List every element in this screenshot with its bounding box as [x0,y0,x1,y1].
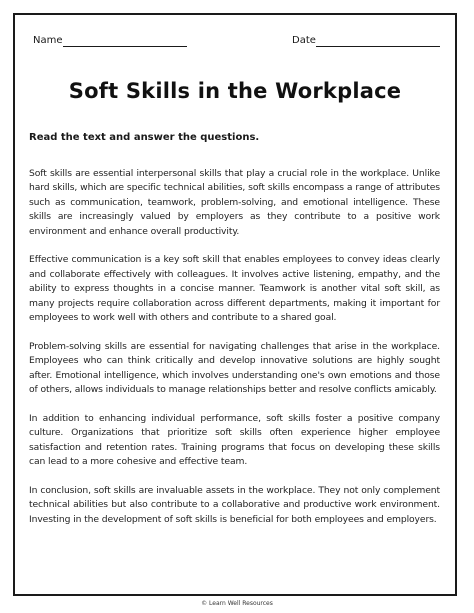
instructions: Read the text and answer the questions. [29,132,260,143]
worksheet-border [13,13,457,596]
reading-passage [29,167,440,541]
date-label: Date [292,35,316,46]
date-blank-line[interactable] [316,36,440,47]
copyright-footer: © Learn Well Resources [201,600,273,607]
paragraph-4: In addition to enhancing individual performance, soft skills foster a positive company culture. Organizations that prioritize soft skills often experience higher employee satisfaction and retention rates. Training programs that focus on developing these skills can lead to a more cohesive and effective team. [29,412,440,468]
paragraph-1: Soft skills are essential interpersonal skills that play a crucial role in the workplace. Unlike hard skills, which are specific technical abilities, soft skills encompass a range of attributes such as communication, teamwork, problem-solving, and emotional intelligence. These skills are increasingly valued by employers as they contribute to a positive work environment and enhance overall productivity. [29,168,440,237]
paragraph-2: Effective communication is a key soft skill that enables employees to convey ideas clearly and collaborate effectively with colleagues. It involves active listening, empathy, and the ability to express thoughts in a concise manner. Teamwork is another vital soft skill, as many projects require collaboration across different departments, making it important for employees to work well with others and contribute to a shared goal. [29,254,440,324]
page-title: Soft Skills in the Workplace [68,79,402,103]
name-blank-line[interactable] [63,36,187,47]
date-field[interactable] [292,35,440,47]
name-label: Name [33,35,63,46]
paragraph-3: Problem-solving skills are essential for navigating challenges that arise in the workplace. Employees who can think critically and develop innovative solutions are highly sought after. Emotional intelligence, which involves understanding one's own emotions and those of others, allows individuals to manage relationships better and resolve conflicts amicably. [29,340,440,396]
name-field[interactable] [33,35,187,47]
paragraph-5: In conclusion, soft skills are invaluable assets in the workplace. They not only complement technical abilities but also contribute to a collaborative and productive work environment. Investing in the development of soft skills is beneficial for both employees and employers. [29,484,440,525]
